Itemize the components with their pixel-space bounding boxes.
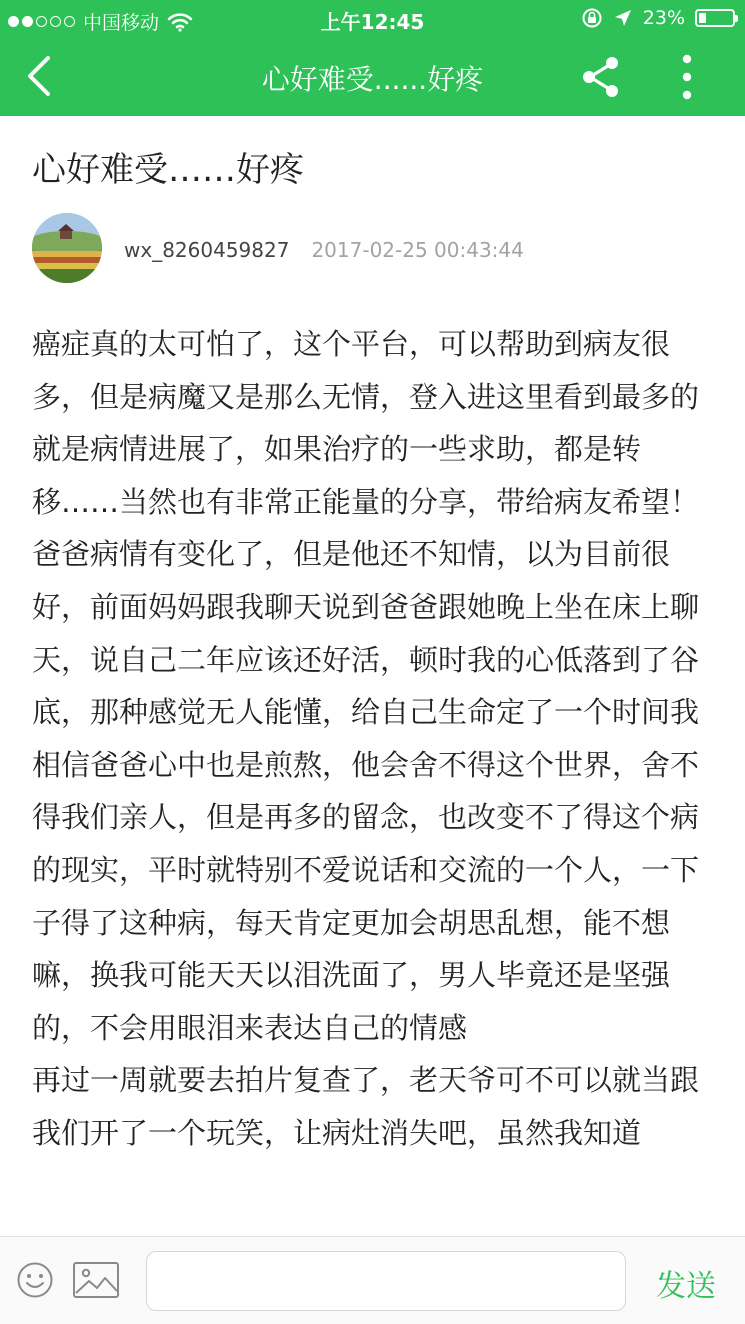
author-row [124,238,524,262]
location-arrow-icon [613,8,633,28]
article-title: 心好难受……好疼 [32,150,304,190]
send-button[interactable]: 发送 [640,1261,732,1305]
nav-bar [0,38,745,116]
comment-input[interactable] [146,1251,626,1311]
rotation-lock-icon [581,7,603,29]
share-icon[interactable] [578,54,624,100]
emoji-icon[interactable] [16,1261,54,1299]
nav-title: 心好难受......好疼 [261,63,484,96]
article-paragraph: 再过一周就要去拍片复查了，老天爷可不可以就当跟我们开了一个玩笑，让病灶消失吧，虽然我知道 [32,1063,700,1150]
battery-icon [695,9,735,27]
avatar[interactable] [32,213,102,283]
article-paragraph: 癌症真的太可怕了，这个平台，可以帮助到病友很多，但是病魔又是那么无情，登入进这里看到最多的就是病情进展了，如果治疗的一些求助，都是转移……当然也有非常正能量的分享，带给病友希望！ [32,327,700,519]
top-bar [0,0,745,116]
avatar-image [32,213,102,283]
status-right [581,7,735,29]
carrier-label: 中国移动 [83,12,160,34]
battery-fill [699,13,706,23]
article-paragraph: 爸爸病情有变化了，但是他还不知情，以为目前很好，前面妈妈跟我聊天说到爸爸跟她晚上坐在床上聊天，说自己二年应该还好活，顿时我的心低落到了谷底，那种感觉无人能懂，给自己生命定了一个时间我相信爸爸心中也是煎熬，他会舍不得这个世界，舍不得我们亲人，但是再多的留念，也改变不了得这个病的现实，平时就特别不爱说话和交流的一个人，一下子得了这种病，每天肯定更加会胡思乱想，能不想嘛，换我可能天天以泪洗面了，男人毕竟还是坚强的，不会用眼泪来表达自己的情感 [32,537,700,1045]
status-time: 上午12:45 [320,10,425,34]
image-icon[interactable] [72,1261,120,1299]
post-timestamp: 2017-02-25 00:43:44 [311,238,524,262]
article-body [32,318,716,1160]
comment-bar [0,1236,745,1324]
battery-percent: 23% [642,7,685,29]
more-vertical-icon[interactable] [672,52,702,102]
status-bar [0,0,745,38]
author-name[interactable]: wx_8260459827 [124,238,290,262]
